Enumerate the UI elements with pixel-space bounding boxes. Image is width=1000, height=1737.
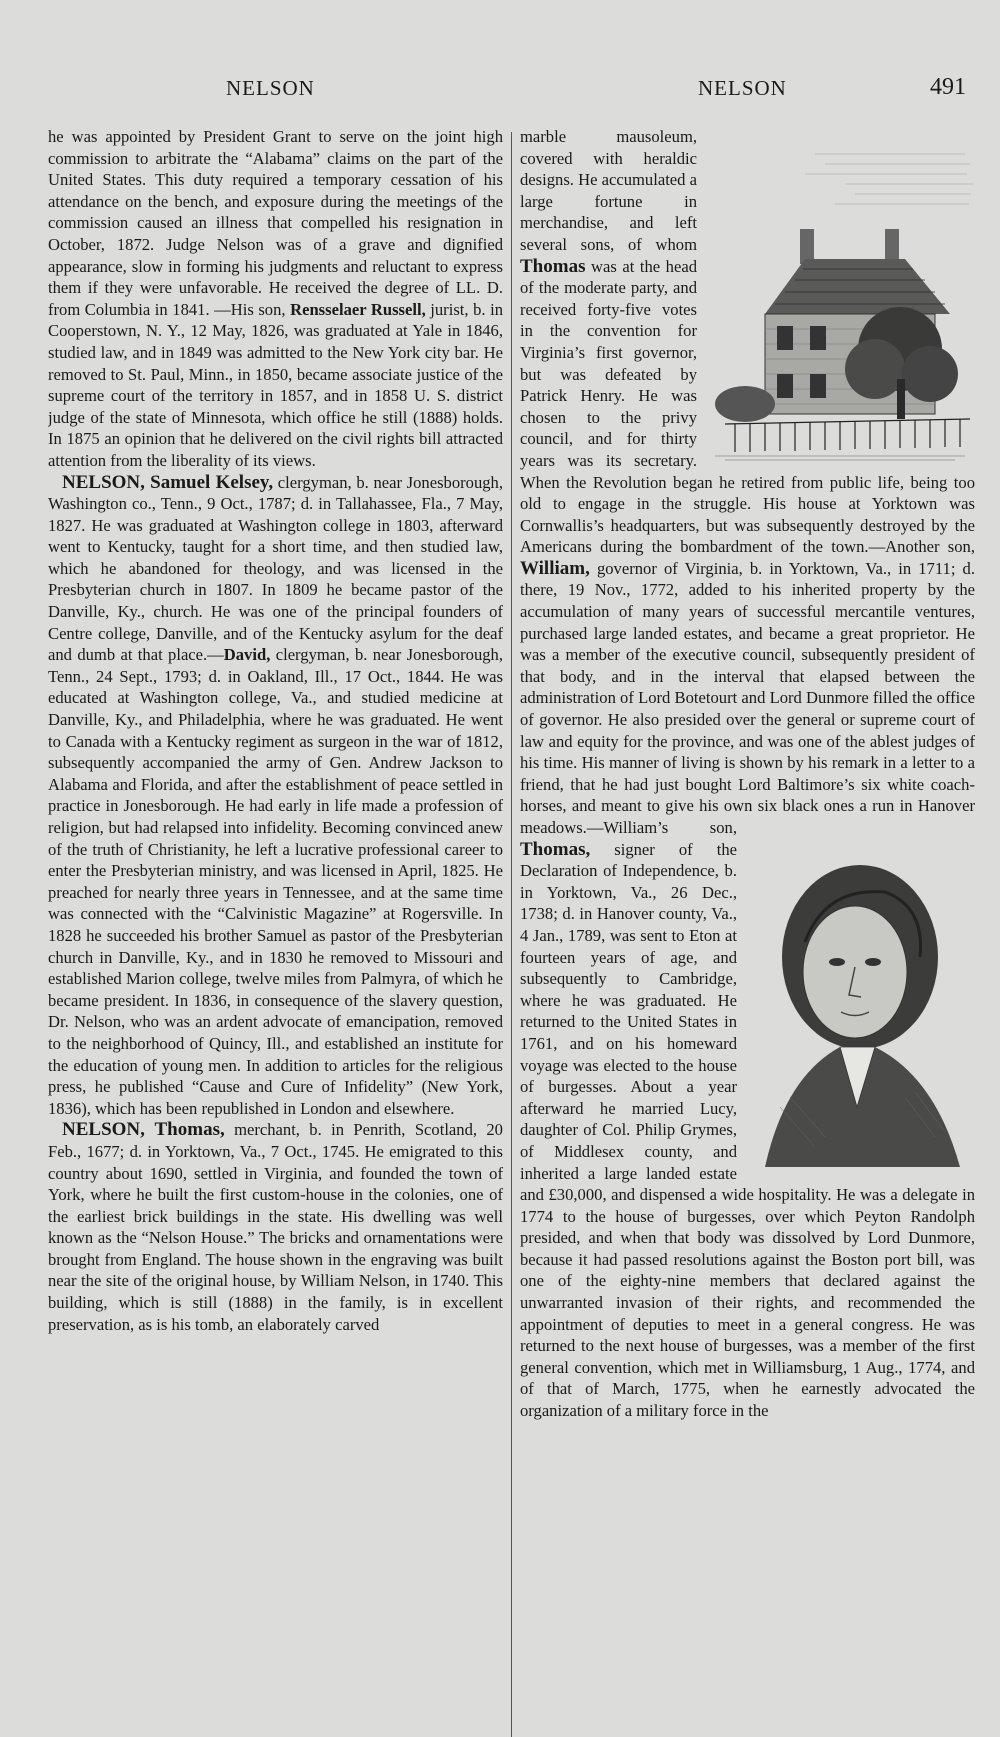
paragraph-judge-nelson: he was appointed by President Grant to serve on the joint high commission to arbitrate the “Alabama” claims on the part of the United States. This duty required a temporary cessation of his attendance on the bench, and exposure during the meetings of the commission caused an illness that compelled his resignation in October, 1872. Judge Nelson was of a grave and dignified appearance, slow in forming his judgments and reluctant to express them if they were unfavorable. He received the degree of LL. D. from Columbia in 1841. —His son, Rensselaer Russell, jurist, b. in Cooperstown, N. Y., 12 May, 1826, was graduated at Yale in 1846, studied law, and in 1849 was admitted to the New York city bar. He removed to St. Paul, Minn., in 1850, became associate justice of the supreme court of the territory in 1857, and in 1858 U. S. district judge of the state of Minnesota, which office he still (1888) holds. In 1875 an opinion that he delivered on the civil rights bill attracted attention from the liberality of its views.	[48, 127, 503, 470]
entry-thomas-merchant: NELSON, Thomas, merchant, b. in Penrith, Scotland, 20 Feb., 1677; d. in Yorktown, Va., 7 Oct., 1745. He emigrated to this country about 1690, settled in Virginia, and founded the town of York, where he built the first custom-house in the colonies, one of the earliest brick buildings in the state. His dwelling was well known as the “Nelson House.” The bricks and ornamentations were brought from England. The house shown in the engraving was built near the site of the original house, by William Nelson, in 1740. This building, which is still (1888) in the family, is in excellent preservation, as is his tomb, an elaborately carved	[48, 1119, 503, 1334]
entry-heading-samuel: NELSON, Samuel Kelsey,	[62, 471, 274, 493]
name-william: William,	[520, 557, 590, 579]
portrait-illustration	[745, 847, 975, 1177]
running-header	[0, 76, 1000, 106]
right-column	[520, 126, 975, 1656]
nelson-house-engraving	[705, 134, 975, 464]
name-rensselaer: Rensselaer Russell,	[290, 299, 426, 319]
name-thomas-signer: Thomas,	[520, 838, 591, 860]
header-middle: NELSON	[698, 76, 787, 100]
name-thomas-president: Thomas	[520, 255, 586, 277]
house-illustration	[705, 134, 975, 464]
paragraph-continuation: marble mausoleum, covered with heraldic designs. He accumulated a large fortune in merchandise, and left several sons, of whom Thomas was at the head of the moderate party, and received forty-five votes in the convention for Virginia’s first governor, but was defeated by Patrick Henry. He was chosen to the privy council, and for thirty years was its secretary. When the Revolution began he retired from public life, being too old to engage in the struggle. His house at Yorktown was Cornwallis’s headquarters, but was subsequently destroyed by the Americans during the bombardment of the town.—Another son, William, governor of Virginia, b. in Yorktown, Va., in 1711; d. there, 19 Nov., 1772, added to his inherited property by the accumulation of many years of successful mercantile ventures, purchased large landed estates, and became a great proprietor. He was a member of the executive council, subsequently president of that body, and in the interval that elapsed between the administration of Lord Botetourt and Lord Dunmore filled the office of governor. He also presided over the general or supreme court of law and equity for the province, and was one of the ablest judges of his time. His manner of living is shown by his remark in a letter to a friend, that he had just bought Lord Baltimore’s six white coach-horses, and meant to give his own six black ones a run in Hanover meadows.—William’s son, Thomas, signer of the Declaration of Independence, b. in Yorktown, Va., 26 Dec., 1738; d. in Hanover county, Va., 4 Jan., 1789, was sent to Eton at fourteen years of age, and subsequently to Cambridge, where he was graduated. He returned to the United States in 1761, and on his homeward voyage was elected to the house of burgesses. About a year afterward he married Lucy, daughter of Col. Philip Grymes, of Middlesex county, and inherited a large landed estate and £30,000, and dispensed a wide hospitality. He was a delegate in 1774 to the house of burgesses, over which Peyton Randolph presided, and when that body was dissolved by Lord Dunmore, because it had passed resolutions against the Boston port bill, was one of the eighty-nine members that declared against the unwarranted invasion of their rights, and recommended the appointment of deputies to meet in a general congress. He was returned to the next house of burgesses, was a member of the first general convention, which met in Williamsburg, 1 Aug., 1774, and of that of March, 1775, when he earnestly advocated the organization of a military force in the	[520, 127, 975, 1421]
thomas-nelson-portrait	[745, 847, 975, 1177]
entry-samuel-kelsey: NELSON, Samuel Kelsey, clergyman, b. near Jonesborough, Washington co., Tenn., 9 Oct., 1787; d. in Tallahassee, Fla., 7 May, 1827. He was graduated at Washington college in 1803, afterward went to Kentucky, taught for a short time, and then studied law, which he abandoned for theology, and was licensed in the Presbyterian church in 1807. In 1809 he became pastor of the Danville, Ky., church. He was one of the principal founders of Centre college, Danville, and of the Kentucky asylum for the deaf and dumb at that place.—David, clergyman, b. near Jonesborough, Tenn., 24 Sept., 1793; d. in Oakland, Ill., 17 Oct., 1844. He was educated at Washington college, Va., and studied medicine at Danville, Ky., and Philadelphia, where he was graduated. He went to Canada with a Kentucky regiment as surgeon in the war of 1812, subsequently accompanied the army of Gen. Andrew Jackson to Alabama and Florida, and after the establishment of peace settled in practice in Jonesborough. He had early in life made a profession of religion, but had relapsed into infidelity. Becoming convinced anew of the truth of Christianity, he left a lucrative professional career to enter the Presbyterian ministry, and was licensed in April, 1825. He preached for nearly three years in Tennessee, and at the same time was connected with the “Calvinistic Magazine” at Rogersville. In 1828 he succeeded his brother Samuel as pastor of the Presbyterian church in Danville, Ky., and in 1830 he removed to Missouri and established Marion college, twelve miles from Palmyra, of which he became president. In 1836, in consequence of the slavery question, Dr. Nelson, who was an ardent advocate of emancipation, removed to the neighborhood of Quincy, Ill., and established an institute for the education of young men. In addition to articles for the religious press, he published “Cause and Cure of Infidelity” (New York, 1836), which has been republished in London and elsewhere.	[48, 471, 503, 1118]
entry-heading-thomas: NELSON, Thomas,	[62, 1119, 225, 1141]
header-left: NELSON	[226, 76, 315, 100]
name-david: David,	[223, 645, 271, 665]
page-number: 491	[930, 74, 966, 100]
column-divider	[511, 132, 512, 1737]
left-column	[48, 126, 503, 1656]
